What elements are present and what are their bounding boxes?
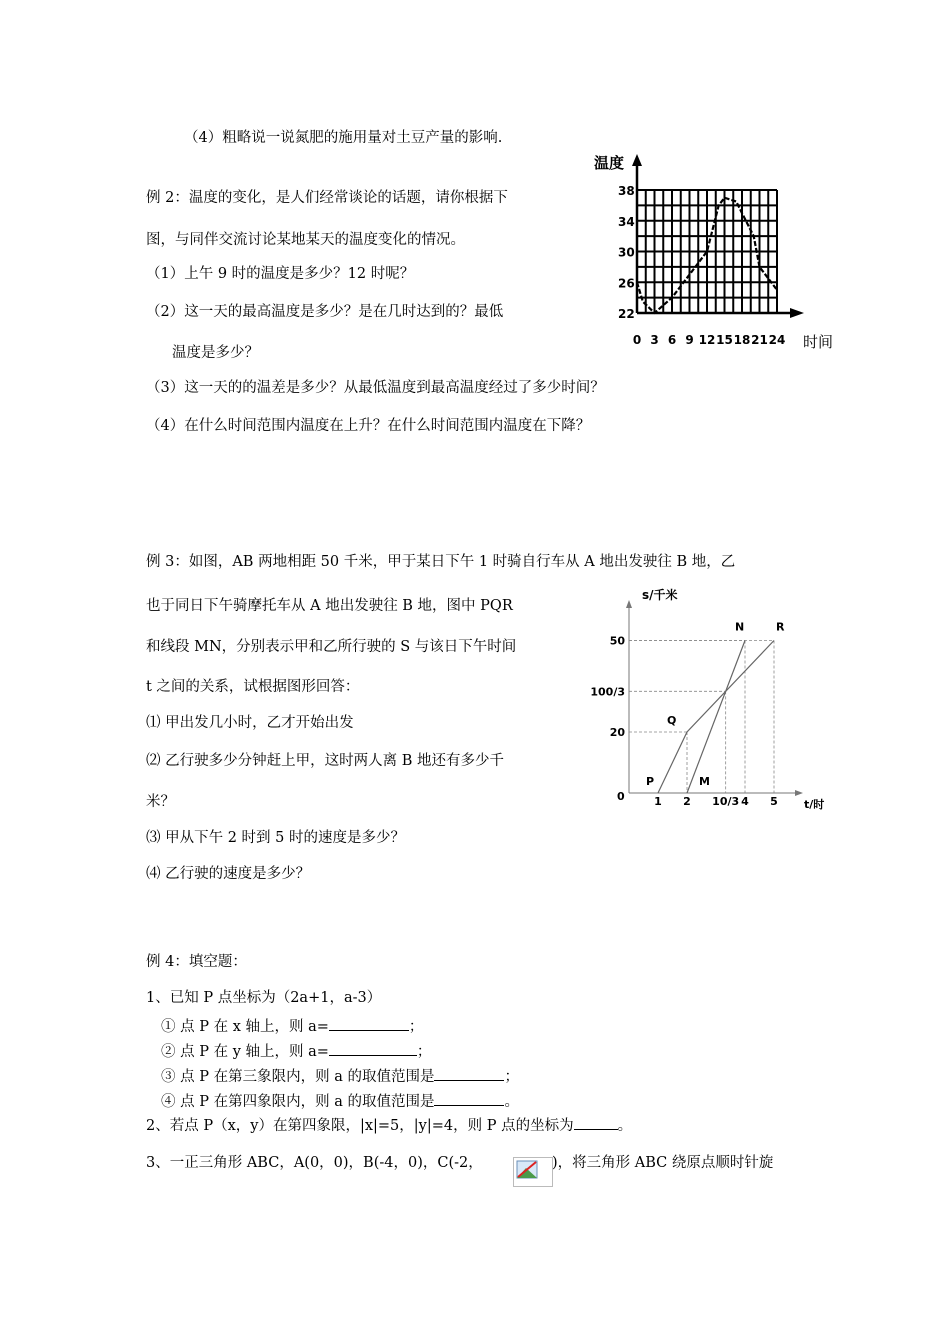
ex2-line2: 图，与同伴交流讨论某地某天的温度变化的情况。 — [146, 232, 465, 248]
x-tick-label: 21 — [751, 333, 768, 347]
y-axis-arrow — [632, 154, 642, 166]
ex3-q4: ⑷ 乙行驶的速度是多少？ — [146, 866, 311, 882]
point-label: N — [735, 620, 745, 634]
x-tick-label: 0 — [632, 333, 642, 347]
ex4-title: 例 4：填空题： — [146, 954, 247, 970]
x-tick-label: 6 — [667, 333, 677, 347]
origin-label: 0 — [617, 790, 625, 803]
x-tick-label: 3 — [650, 333, 659, 347]
ex2-q2a: （2）这一天的最高温度是多少？是在几时达到的？最低 — [146, 304, 504, 320]
ex3-q2a: ⑵ 乙行驶多少分钟赶上甲，这时两人离 B 地还有多少千 — [146, 753, 504, 769]
x-tick-label: 18 — [733, 333, 751, 347]
ex4-p2: 2、若点 P（x，y）在第四象限，|x|=5，|y|=4，则 P 点的坐标为 。 — [146, 1113, 632, 1136]
ex3-line1: 例 3：如图，AB 两地相距 50 千米，甲于某日下午 1 时骑自行车从 A 地出发驶往 B 地，乙 — [146, 554, 736, 570]
x-tick-label: 1 — [654, 795, 662, 808]
y-tick-label: 100/3 — [590, 685, 625, 699]
x-axis-label: 时间 — [803, 333, 834, 351]
q4-line: （4）粗略说一说氮肥的施用量对土豆产量的影响. — [184, 130, 503, 146]
point-label: M — [699, 775, 710, 788]
x-tick-label: 24 — [768, 333, 786, 347]
x-tick-label: 9 — [685, 333, 694, 347]
y-tick-label: 22 — [618, 307, 635, 321]
temperature-chart — [590, 148, 850, 358]
ex3-line4: t 之间的关系，试根据图形回答： — [146, 679, 360, 695]
ex4-s3: ③ 点 P 在第三象限内，则 a 的取值范围是 ； — [161, 1064, 519, 1087]
x-tick-label: 4 — [741, 795, 749, 808]
y-tick-label: 26 — [618, 276, 635, 291]
y-tick-label: 34 — [618, 214, 635, 229]
ex4-s4: ④ 点 P 在第四象限内，则 a 的取值范围是 。 — [161, 1089, 519, 1112]
y-tick-label: 50 — [609, 634, 625, 648]
ex4-s4-text: ④ 点 P 在第四象限内，则 a 的取值范围是 — [161, 1094, 435, 1110]
ex4-p2-text: 2、若点 P（x，y）在第四象限，|x|=5，|y|=4，则 P 点的坐标为 — [146, 1118, 574, 1134]
answer-blank[interactable] — [434, 1064, 504, 1081]
y-tick-label: 30 — [618, 245, 635, 260]
x-tick-label: 12 — [698, 333, 716, 347]
ex4-p3b: )，将三角形 ABC 绕原点顺时针旋 — [552, 1155, 774, 1171]
y-tick-label: 38 — [618, 184, 635, 198]
ex4-s3-text: ③ 点 P 在第三象限内，则 a 的取值范围是 — [161, 1069, 435, 1085]
ex3-q1: ⑴ 甲出发几小时，乙才开始出发 — [146, 715, 354, 731]
ex3-q2b: 米？ — [146, 794, 175, 810]
answer-blank[interactable] — [434, 1089, 504, 1106]
broken-image-icon — [513, 1157, 553, 1187]
ex4-s2: ② 点 P 在 y 轴上，则 a= ； — [161, 1039, 431, 1062]
y-tick-label: 20 — [609, 726, 625, 739]
x-axis-arrow — [795, 790, 803, 796]
ex4-s1-text: ① 点 P 在 x 轴上，则 a= — [161, 1019, 329, 1035]
ex3-line2: 也于同日下午骑摩托车从 A 地出发驶往 B 地，图中 PQR — [146, 598, 513, 614]
ex3-line3: 和线段 MN，分别表示甲和乙所行驶的 S 与该日下午时间 — [146, 639, 517, 655]
y-axis-label: 温度 — [594, 154, 625, 172]
ex4-p1: 1、已知 P 点坐标为（2a+1，a-3） — [146, 990, 382, 1006]
ex2-q1: （1）上午 9 时的温度是多少？12 时呢？ — [146, 266, 415, 282]
answer-blank[interactable] — [329, 1014, 409, 1031]
x-axis-label: t/时 — [804, 798, 825, 811]
x-tick-label: 10/3 — [712, 795, 740, 808]
ex2-q4: （4）在什么时间范围内温度在上升？在什么时间范围内温度在下降？ — [146, 418, 591, 434]
ex2-line1: 例 2：温度的变化，是人们经常谈论的话题，请你根据下 — [146, 190, 508, 206]
point-label: P — [646, 775, 655, 788]
ex3-q3: ⑶ 甲从下午 2 时到 5 时的速度是多少？ — [146, 830, 405, 846]
x-tick-label: 2 — [683, 795, 691, 808]
ex4-p3a: 3、一正三角形 ABC，A(0，0)，B(-4，0)，C(-2， — [146, 1155, 483, 1171]
x-tick-label: 5 — [770, 795, 778, 808]
x-tick-label: 15 — [716, 333, 733, 347]
ex4-s2-text: ② 点 P 在 y 轴上，则 a= — [161, 1044, 329, 1060]
y-axis-label: s/千米 — [642, 588, 678, 602]
point-label: R — [776, 620, 785, 634]
distance-time-chart — [585, 582, 845, 812]
answer-blank[interactable] — [574, 1113, 618, 1130]
answer-blank[interactable] — [329, 1039, 417, 1056]
y-axis-arrow — [626, 600, 632, 608]
ex2-q2b: 温度是多少？ — [172, 345, 259, 361]
point-label: Q — [667, 714, 677, 727]
ex4-s1: ① 点 P 在 x 轴上，则 a= ； — [161, 1014, 423, 1037]
x-axis-arrow — [790, 308, 804, 318]
series-line-mn — [687, 641, 745, 794]
ex2-q3: （3）这一天的的温差是多少？从最低温度到最高温度经过了多少时间？ — [146, 380, 605, 396]
